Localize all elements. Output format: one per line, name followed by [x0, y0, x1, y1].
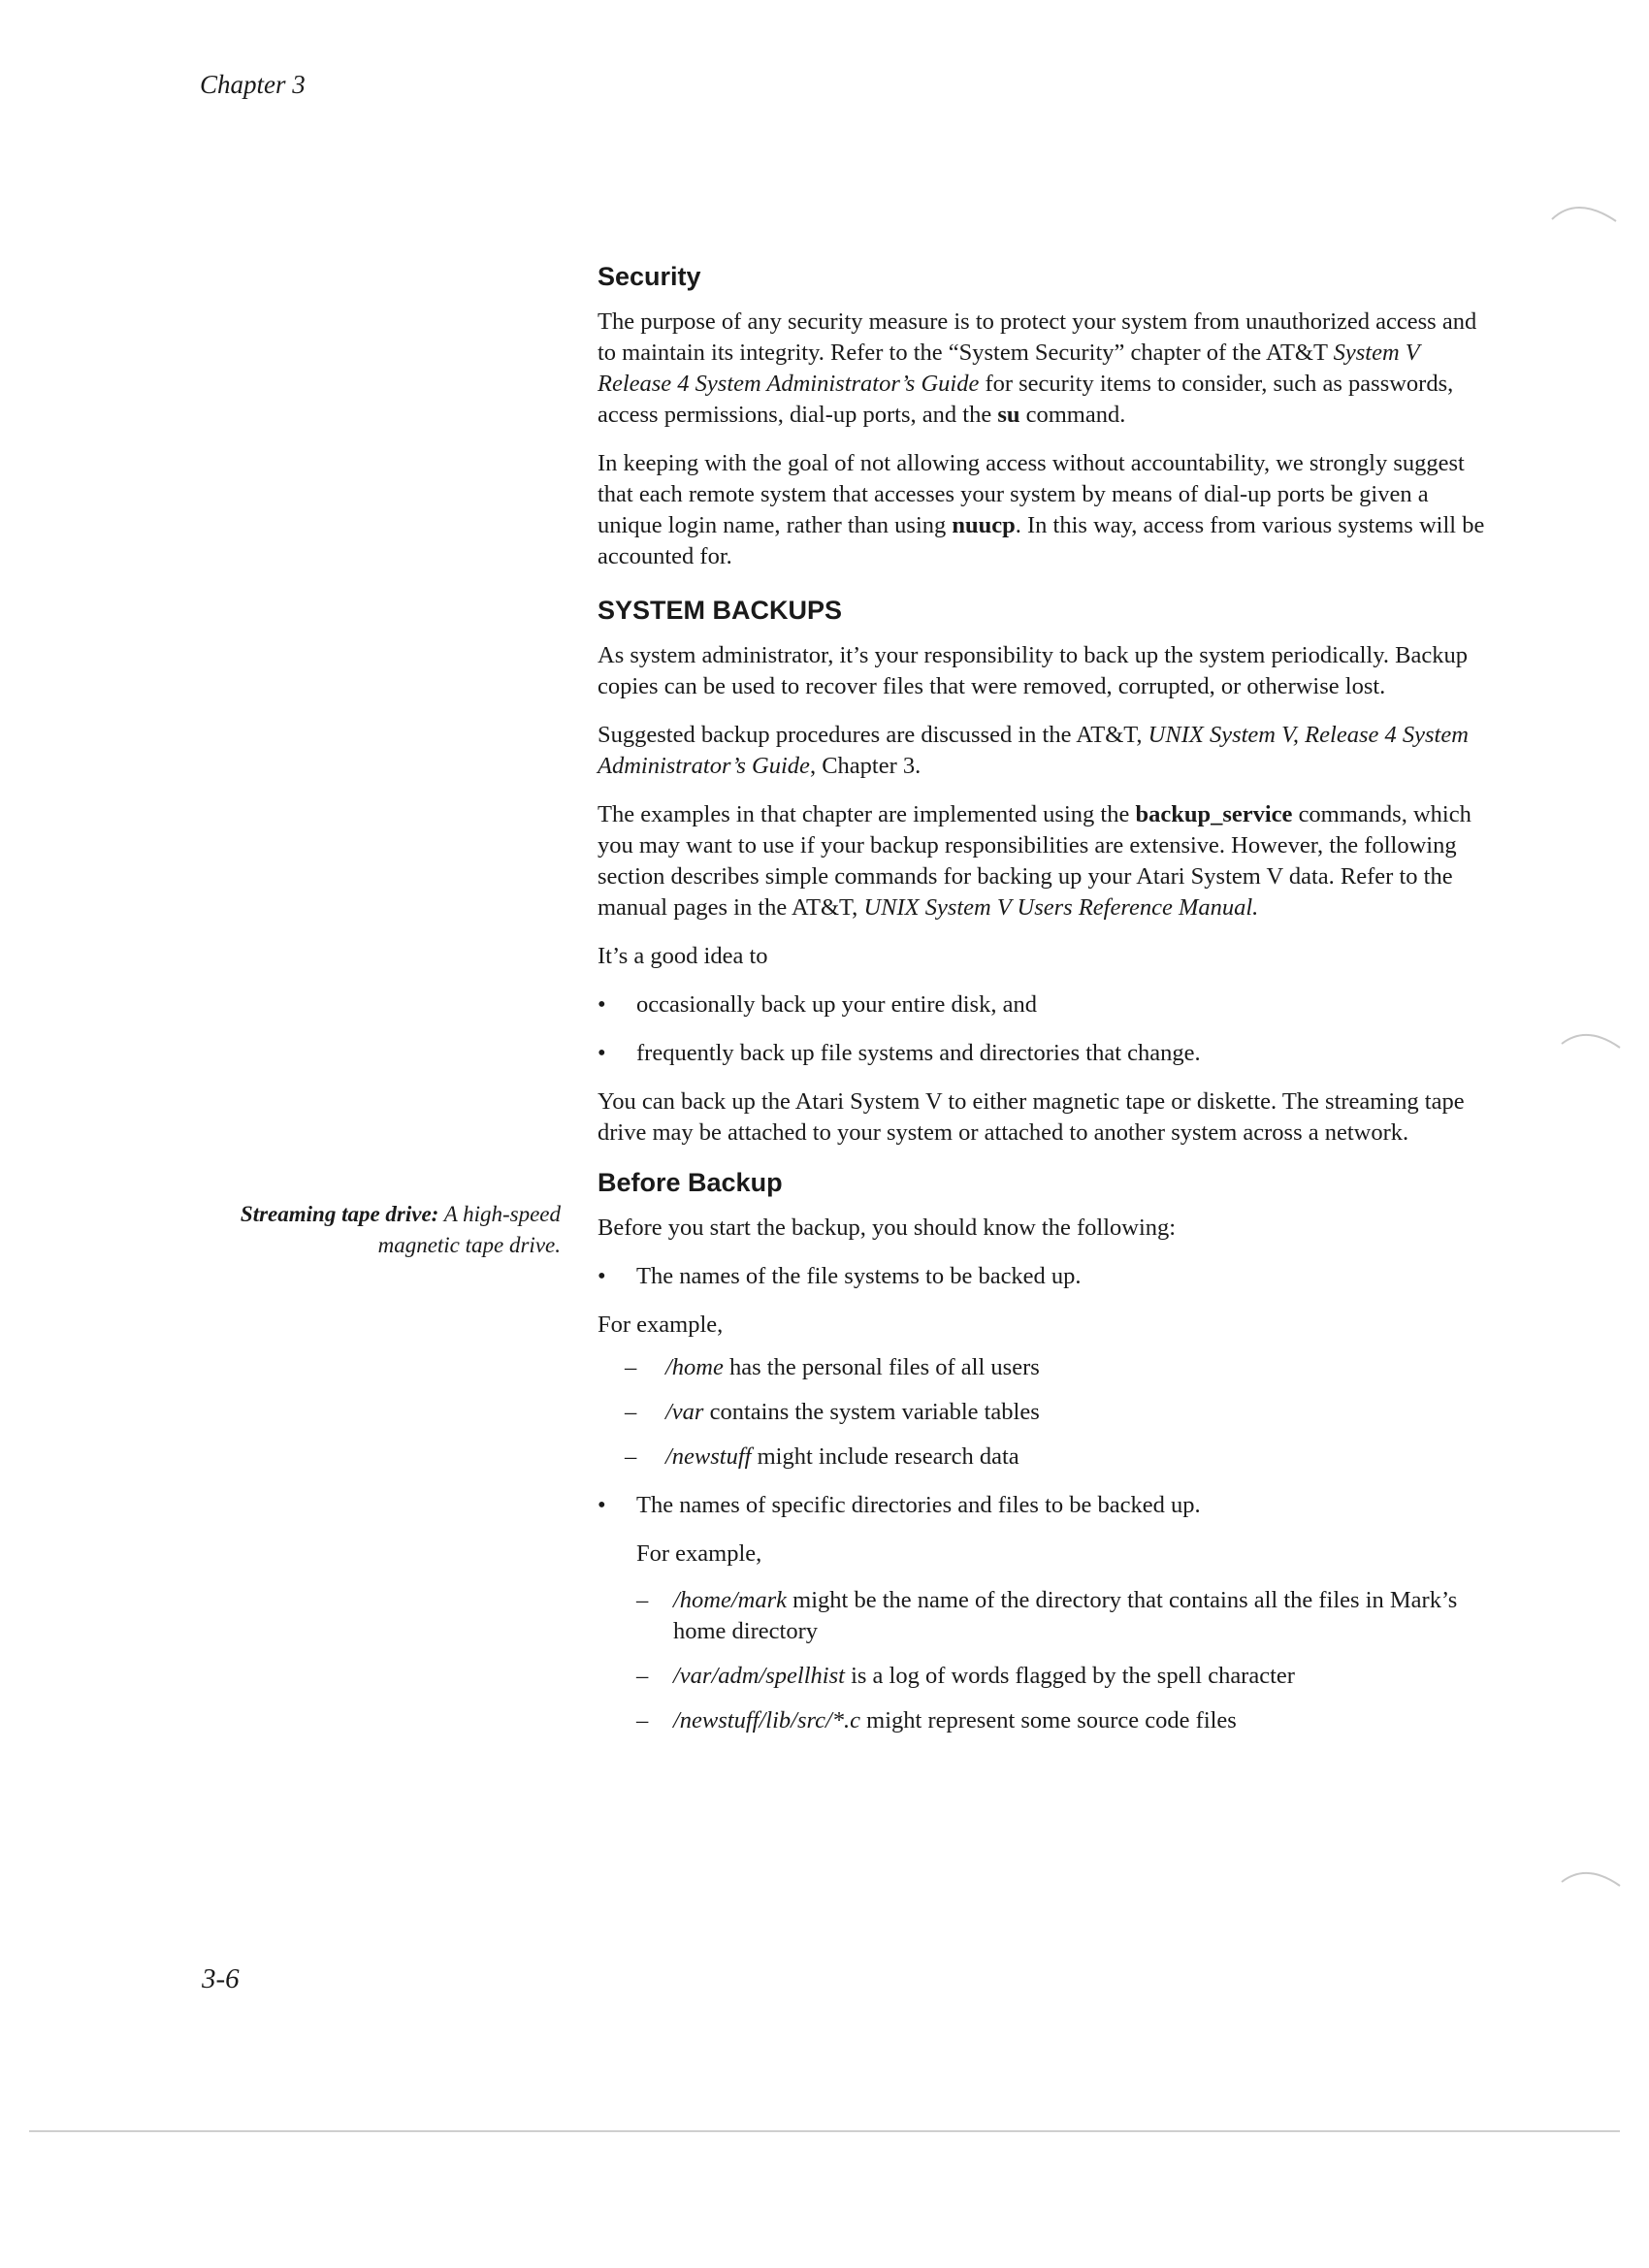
main-content — [598, 260, 1490, 1750]
list-item: – /newstuff/lib/src/*.c might represent some source code files — [598, 1705, 1490, 1736]
page-number: 3-6 — [202, 1963, 240, 1994]
list-item: • occasionally back up your entire disk, and — [598, 989, 1490, 1021]
list-item: – /home has the personal files of all users — [598, 1352, 1490, 1383]
backups-paragraph-3: The examples in that chapter are implemented using the backup_service commands, which you may want to use if your backup responsibilities are extensive. However, the following section describes simple commands for backing up your Atari System V data. Refer to the manual pages in the AT&T, UNIX System V Users Reference Manual. — [598, 801, 1471, 921]
list-item: – /newstuff might include research data — [598, 1442, 1490, 1473]
punch-hole-mark-top — [1548, 190, 1626, 268]
security-paragraph-2: In keeping with the goal of not allowing access without accountability, we strongly suggest that each remote system that accesses your system by means of dial-up ports be given a unique login name, rather than using nuucp. In this way, access from various systems will be accounted for. — [598, 450, 1485, 569]
for-example-label: For example, — [598, 1312, 724, 1338]
security-heading: Security — [598, 262, 701, 291]
backups-paragraph-1: As system administrator, it’s your responsibility to back up the system periodically. Backup copies can be used to recover files that were removed, corrupted, or otherwise lost. — [598, 642, 1468, 699]
list-item: • The names of specific directories and files to be backed up. — [598, 1490, 1490, 1521]
system-backups-heading: SYSTEM BACKUPS — [598, 596, 843, 625]
for-example-label-2: For example, — [636, 1540, 762, 1567]
margin-note — [165, 1199, 561, 1261]
before-backup-intro: Before you start the backup, you should know the following: — [598, 1215, 1177, 1241]
backups-paragraph-2: Suggested backup procedures are discussed in the AT&T, UNIX System V, Release 4 System Administrator’s Guide, Chapter 3. — [598, 722, 1469, 779]
list-item: – /home/mark might be the name of the directory that contains all the files in Mark’s home directory — [598, 1585, 1490, 1647]
security-paragraph-1: The purpose of any security measure is to protect your system from unauthorized access and to maintain its integrity. Refer to the “System Security” chapter of the AT&T System V Release 4 System Administrator’s Guide for security items to consider, such as passwords, access permissions, dial-up ports, and the su command. — [598, 308, 1477, 428]
list-item: – /var contains the system variable tables — [598, 1397, 1490, 1428]
punch-hole-mark-middle — [1558, 1022, 1626, 1081]
backups-paragraph-4: It’s a good idea to — [598, 943, 768, 969]
margin-note-definition: A high-speed magnetic tape drive. — [377, 1202, 561, 1257]
backups-paragraph-5: You can back up the Atari System V to either magnetic tape or diskette. The streaming tape drive may be attached to your system or attached to another system across a network. — [598, 1088, 1465, 1146]
before-backup-heading: Before Backup — [598, 1168, 783, 1197]
punch-hole-mark-bottom — [1558, 1861, 1626, 1919]
chapter-header: Chapter 3 — [200, 70, 306, 99]
page-divider — [29, 2130, 1620, 2132]
list-item: • The names of the file systems to be backed up. — [598, 1261, 1490, 1292]
list-item: – /var/adm/spellhist is a log of words flagged by the spell character — [598, 1661, 1490, 1692]
list-item: • frequently back up file systems and directories that change. — [598, 1038, 1490, 1069]
margin-note-term: Streaming tape drive: — [240, 1202, 439, 1226]
